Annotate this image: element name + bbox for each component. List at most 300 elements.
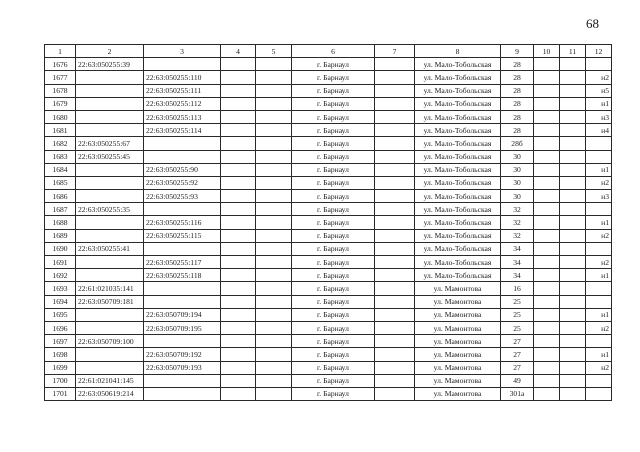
col5-cell (256, 348, 292, 361)
house-number-cell: 30 (501, 176, 534, 189)
col4-cell (221, 387, 256, 400)
col5-cell (256, 163, 292, 176)
city-cell: г. Барнаул (292, 150, 375, 163)
house-number-cell: 28 (501, 71, 534, 84)
unit-code-cell (586, 374, 612, 387)
house-number-cell: 49 (501, 374, 534, 387)
street-cell: ул. Мало-Тобольская (415, 176, 501, 189)
col11-cell (560, 163, 586, 176)
col5-cell (256, 361, 292, 374)
street-cell: ул. Мало-Тобольская (415, 71, 501, 84)
unit-number-cell: 22:63:050255:118 (144, 269, 221, 282)
house-number-cell: 27 (501, 348, 534, 361)
unit-number-cell: 22:63:050709:192 (144, 348, 221, 361)
table-row (45, 242, 612, 255)
row-number-cell: 1692 (45, 269, 76, 282)
row-number-cell: 1689 (45, 229, 76, 242)
street-cell: ул. Мало-Тобольская (415, 256, 501, 269)
table-row (45, 163, 612, 176)
column-header-5: 5 (256, 45, 292, 58)
col5-cell (256, 203, 292, 216)
col5-cell (256, 216, 292, 229)
unit-code-cell: н2 (586, 256, 612, 269)
unit-number-cell (144, 150, 221, 163)
col7-cell (375, 71, 415, 84)
table-row (45, 361, 612, 374)
col5-cell (256, 137, 292, 150)
parcel-number-cell (76, 71, 144, 84)
house-number-cell: 25 (501, 321, 534, 334)
table-body (45, 58, 612, 401)
col10-cell (534, 242, 560, 255)
table-row (45, 58, 612, 71)
city-cell: г. Барнаул (292, 321, 375, 334)
house-number-cell: 25 (501, 295, 534, 308)
col4-cell (221, 84, 256, 97)
unit-code-cell: н3 (586, 110, 612, 123)
column-header-3: 3 (144, 45, 221, 58)
city-cell: г. Барнаул (292, 71, 375, 84)
unit-number-cell: 22:63:050255:90 (144, 163, 221, 176)
col4-cell (221, 374, 256, 387)
table-row (45, 256, 612, 269)
unit-code-cell: н2 (586, 176, 612, 189)
table-row (45, 308, 612, 321)
unit-number-cell (144, 374, 221, 387)
parcel-number-cell: 22:63:050255:45 (76, 150, 144, 163)
parcel-number-cell (76, 256, 144, 269)
col11-cell (560, 216, 586, 229)
parcel-number-cell: 22:63:050255:41 (76, 242, 144, 255)
col7-cell (375, 256, 415, 269)
unit-code-cell: н5 (586, 84, 612, 97)
row-number-cell: 1680 (45, 110, 76, 123)
unit-number-cell: 22:63:050255:112 (144, 97, 221, 110)
table-row (45, 216, 612, 229)
col4-cell (221, 216, 256, 229)
unit-code-cell: н3 (586, 190, 612, 203)
col7-cell (375, 58, 415, 71)
table-row (45, 321, 612, 334)
col11-cell (560, 150, 586, 163)
col11-cell (560, 282, 586, 295)
col11-cell (560, 335, 586, 348)
city-cell: г. Барнаул (292, 124, 375, 137)
city-cell: г. Барнаул (292, 190, 375, 203)
city-cell: г. Барнаул (292, 58, 375, 71)
col11-cell (560, 229, 586, 242)
parcel-number-cell (76, 190, 144, 203)
col5-cell (256, 150, 292, 163)
street-cell: ул. Мамонтова (415, 295, 501, 308)
parcel-number-cell (76, 163, 144, 176)
unit-number-cell: 22:63:050709:194 (144, 308, 221, 321)
table-header (45, 45, 612, 58)
parcel-number-cell: 22:63:050255:67 (76, 137, 144, 150)
col10-cell (534, 58, 560, 71)
row-number-cell: 1684 (45, 163, 76, 176)
table-row (45, 84, 612, 97)
street-cell: ул. Мало-Тобольская (415, 203, 501, 216)
col4-cell (221, 308, 256, 321)
col11-cell (560, 269, 586, 282)
col4-cell (221, 71, 256, 84)
street-cell: ул. Мало-Тобольская (415, 137, 501, 150)
col10-cell (534, 124, 560, 137)
row-number-cell: 1686 (45, 190, 76, 203)
table-row (45, 150, 612, 163)
parcel-number-cell: 22:61:021035:141 (76, 282, 144, 295)
row-number-cell: 1690 (45, 242, 76, 255)
parcel-number-cell: 22:63:050255:39 (76, 58, 144, 71)
unit-number-cell (144, 335, 221, 348)
city-cell: г. Барнаул (292, 97, 375, 110)
col5-cell (256, 308, 292, 321)
house-number-cell: 28 (501, 84, 534, 97)
parcel-number-cell (76, 110, 144, 123)
house-number-cell: 27 (501, 361, 534, 374)
street-cell: ул. Мамонтова (415, 387, 501, 400)
col7-cell (375, 335, 415, 348)
unit-code-cell: н1 (586, 216, 612, 229)
parcel-number-cell (76, 216, 144, 229)
col7-cell (375, 229, 415, 242)
col11-cell (560, 256, 586, 269)
col7-cell (375, 190, 415, 203)
city-cell: г. Барнаул (292, 269, 375, 282)
city-cell: г. Барнаул (292, 137, 375, 150)
col7-cell (375, 216, 415, 229)
col10-cell (534, 137, 560, 150)
unit-number-cell (144, 295, 221, 308)
unit-number-cell (144, 387, 221, 400)
street-cell: ул. Мало-Тобольская (415, 229, 501, 242)
col10-cell (534, 176, 560, 189)
street-cell: ул. Мало-Тобольская (415, 163, 501, 176)
col5-cell (256, 84, 292, 97)
col5-cell (256, 256, 292, 269)
registry-table (44, 44, 612, 401)
col4-cell (221, 269, 256, 282)
unit-code-cell: н1 (586, 163, 612, 176)
unit-code-cell (586, 242, 612, 255)
unit-code-cell: н2 (586, 361, 612, 374)
col7-cell (375, 295, 415, 308)
city-cell: г. Барнаул (292, 84, 375, 97)
house-number-cell: 28 (501, 58, 534, 71)
house-number-cell: 25 (501, 308, 534, 321)
house-number-cell: 28б (501, 137, 534, 150)
column-header-6: 6 (292, 45, 375, 58)
city-cell: г. Барнаул (292, 110, 375, 123)
unit-number-cell: 22:63:050255:116 (144, 216, 221, 229)
col11-cell (560, 124, 586, 137)
col5-cell (256, 282, 292, 295)
column-header-7: 7 (375, 45, 415, 58)
table-row (45, 282, 612, 295)
unit-number-cell: 22:63:050255:117 (144, 256, 221, 269)
column-header-10: 10 (534, 45, 560, 58)
street-cell: ул. Мамонтова (415, 335, 501, 348)
col10-cell (534, 150, 560, 163)
col5-cell (256, 124, 292, 137)
col7-cell (375, 124, 415, 137)
col7-cell (375, 176, 415, 189)
col11-cell (560, 190, 586, 203)
unit-number-cell (144, 282, 221, 295)
col11-cell (560, 176, 586, 189)
col11-cell (560, 110, 586, 123)
city-cell: г. Барнаул (292, 295, 375, 308)
col11-cell (560, 137, 586, 150)
col4-cell (221, 335, 256, 348)
table-row (45, 374, 612, 387)
house-number-cell: 30 (501, 150, 534, 163)
col5-cell (256, 176, 292, 189)
col11-cell (560, 387, 586, 400)
table-row (45, 124, 612, 137)
street-cell: ул. Мало-Тобольская (415, 58, 501, 71)
col4-cell (221, 176, 256, 189)
unit-number-cell (144, 203, 221, 216)
house-number-cell: 34 (501, 269, 534, 282)
col7-cell (375, 97, 415, 110)
col4-cell (221, 229, 256, 242)
col4-cell (221, 163, 256, 176)
column-header-2: 2 (76, 45, 144, 58)
parcel-number-cell (76, 348, 144, 361)
col11-cell (560, 308, 586, 321)
row-number-cell: 1697 (45, 335, 76, 348)
col4-cell (221, 348, 256, 361)
col4-cell (221, 110, 256, 123)
col4-cell (221, 137, 256, 150)
row-number-cell: 1695 (45, 308, 76, 321)
column-header-4: 4 (221, 45, 256, 58)
street-cell: ул. Мало-Тобольская (415, 97, 501, 110)
house-number-cell: 28 (501, 97, 534, 110)
row-number-cell: 1679 (45, 97, 76, 110)
col7-cell (375, 269, 415, 282)
col10-cell (534, 71, 560, 84)
unit-number-cell: 22:63:050709:193 (144, 361, 221, 374)
col5-cell (256, 269, 292, 282)
col7-cell (375, 137, 415, 150)
house-number-cell: 34 (501, 256, 534, 269)
parcel-number-cell (76, 321, 144, 334)
unit-code-cell (586, 282, 612, 295)
unit-code-cell: н2 (586, 321, 612, 334)
col11-cell (560, 374, 586, 387)
page-number: 68 (586, 16, 599, 31)
col10-cell (534, 387, 560, 400)
street-cell: ул. Мало-Тобольская (415, 190, 501, 203)
table-row (45, 176, 612, 189)
unit-code-cell (586, 203, 612, 216)
parcel-number-cell (76, 97, 144, 110)
col7-cell (375, 348, 415, 361)
unit-number-cell: 22:63:050255:113 (144, 110, 221, 123)
col7-cell (375, 242, 415, 255)
col4-cell (221, 124, 256, 137)
row-number-cell: 1694 (45, 295, 76, 308)
col11-cell (560, 84, 586, 97)
col5-cell (256, 321, 292, 334)
city-cell: г. Барнаул (292, 348, 375, 361)
col4-cell (221, 242, 256, 255)
unit-code-cell: н1 (586, 308, 612, 321)
row-number-cell: 1688 (45, 216, 76, 229)
row-number-cell: 1696 (45, 321, 76, 334)
city-cell: г. Барнаул (292, 256, 375, 269)
col11-cell (560, 71, 586, 84)
house-number-cell: 32 (501, 216, 534, 229)
column-header-12: 12 (586, 45, 612, 58)
street-cell: ул. Мало-Тобольская (415, 269, 501, 282)
unit-code-cell: н1 (586, 348, 612, 361)
street-cell: ул. Мамонтова (415, 361, 501, 374)
street-cell: ул. Мамонтова (415, 282, 501, 295)
street-cell: ул. Мало-Тобольская (415, 150, 501, 163)
street-cell: ул. Мало-Тобольская (415, 110, 501, 123)
city-cell: г. Барнаул (292, 308, 375, 321)
street-cell: ул. Мамонтова (415, 374, 501, 387)
col10-cell (534, 361, 560, 374)
house-number-cell: 301а (501, 387, 534, 400)
unit-number-cell: 22:63:050709:195 (144, 321, 221, 334)
col4-cell (221, 203, 256, 216)
parcel-number-cell: 22:61:021041:145 (76, 374, 144, 387)
city-cell: г. Барнаул (292, 282, 375, 295)
unit-code-cell: н4 (586, 124, 612, 137)
city-cell: г. Барнаул (292, 176, 375, 189)
row-number-cell: 1698 (45, 348, 76, 361)
column-header-8: 8 (415, 45, 501, 58)
row-number-cell: 1685 (45, 176, 76, 189)
header-row (45, 45, 612, 58)
col11-cell (560, 295, 586, 308)
row-number-cell: 1683 (45, 150, 76, 163)
col7-cell (375, 84, 415, 97)
col4-cell (221, 150, 256, 163)
col4-cell (221, 321, 256, 334)
parcel-number-cell: 22:63:050619:214 (76, 387, 144, 400)
unit-code-cell (586, 387, 612, 400)
col11-cell (560, 203, 586, 216)
parcel-number-cell (76, 269, 144, 282)
row-number-cell: 1681 (45, 124, 76, 137)
unit-number-cell (144, 58, 221, 71)
col4-cell (221, 190, 256, 203)
unit-code-cell (586, 295, 612, 308)
unit-number-cell: 22:63:050255:93 (144, 190, 221, 203)
unit-code-cell: н2 (586, 71, 612, 84)
table-row (45, 348, 612, 361)
row-number-cell: 1693 (45, 282, 76, 295)
col10-cell (534, 321, 560, 334)
col7-cell (375, 361, 415, 374)
col7-cell (375, 387, 415, 400)
col10-cell (534, 348, 560, 361)
street-cell: ул. Мало-Тобольская (415, 124, 501, 137)
col5-cell (256, 58, 292, 71)
house-number-cell: 30 (501, 190, 534, 203)
col5-cell (256, 110, 292, 123)
city-cell: г. Барнаул (292, 216, 375, 229)
street-cell: ул. Мало-Тобольская (415, 216, 501, 229)
house-number-cell: 28 (501, 110, 534, 123)
table-row (45, 387, 612, 400)
unit-number-cell (144, 242, 221, 255)
parcel-number-cell: 22:63:050709:100 (76, 335, 144, 348)
col7-cell (375, 321, 415, 334)
row-number-cell: 1682 (45, 137, 76, 150)
col4-cell (221, 58, 256, 71)
unit-code-cell (586, 335, 612, 348)
row-number-cell: 1700 (45, 374, 76, 387)
table-row (45, 137, 612, 150)
col10-cell (534, 84, 560, 97)
col10-cell (534, 269, 560, 282)
unit-number-cell: 22:63:050255:111 (144, 84, 221, 97)
col4-cell (221, 361, 256, 374)
col5-cell (256, 71, 292, 84)
table-row (45, 110, 612, 123)
house-number-cell: 32 (501, 203, 534, 216)
col10-cell (534, 282, 560, 295)
house-number-cell: 34 (501, 242, 534, 255)
column-header-9: 9 (501, 45, 534, 58)
unit-code-cell (586, 58, 612, 71)
col10-cell (534, 256, 560, 269)
row-number-cell: 1677 (45, 71, 76, 84)
row-number-cell: 1676 (45, 58, 76, 71)
parcel-number-cell: 22:63:050709:181 (76, 295, 144, 308)
col10-cell (534, 203, 560, 216)
city-cell: г. Барнаул (292, 203, 375, 216)
col7-cell (375, 110, 415, 123)
col11-cell (560, 97, 586, 110)
city-cell: г. Барнаул (292, 387, 375, 400)
parcel-number-cell: 22:63:050255:35 (76, 203, 144, 216)
unit-number-cell: 22:63:050255:114 (144, 124, 221, 137)
unit-number-cell: 22:63:050255:110 (144, 71, 221, 84)
col7-cell (375, 163, 415, 176)
col10-cell (534, 163, 560, 176)
table-row (45, 190, 612, 203)
row-number-cell: 1687 (45, 203, 76, 216)
col10-cell (534, 308, 560, 321)
column-header-1: 1 (45, 45, 76, 58)
city-cell: г. Барнаул (292, 229, 375, 242)
col5-cell (256, 242, 292, 255)
unit-code-cell (586, 150, 612, 163)
col5-cell (256, 97, 292, 110)
house-number-cell: 16 (501, 282, 534, 295)
city-cell: г. Барнаул (292, 242, 375, 255)
col7-cell (375, 308, 415, 321)
table-row (45, 335, 612, 348)
house-number-cell: 27 (501, 335, 534, 348)
house-number-cell: 30 (501, 163, 534, 176)
col4-cell (221, 97, 256, 110)
row-number-cell: 1691 (45, 256, 76, 269)
col5-cell (256, 387, 292, 400)
house-number-cell: 28 (501, 124, 534, 137)
parcel-number-cell (76, 229, 144, 242)
unit-code-cell: н2 (586, 229, 612, 242)
parcel-number-cell (76, 124, 144, 137)
